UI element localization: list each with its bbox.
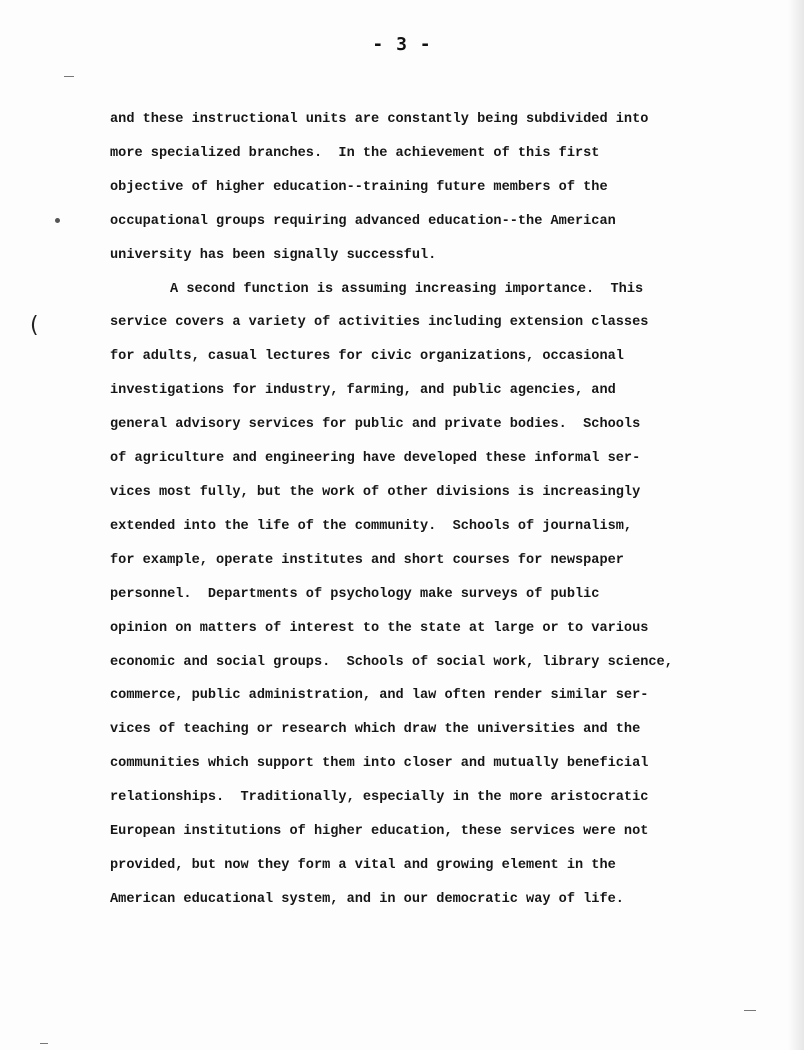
text-line: vices of teaching or research which draw the universities and the bbox=[110, 722, 641, 738]
text-line: for adults, casual lectures for civic organizations, occasional bbox=[110, 349, 624, 365]
scan-speck bbox=[744, 1010, 756, 1011]
text-line: for example, operate institutes and short courses for newspaper bbox=[110, 552, 624, 568]
body-text bbox=[110, 103, 695, 917]
paragraph-first-line: A second function is assuming increasing importance. This bbox=[170, 281, 644, 297]
text-line: economic and social groups. Schools of social work, library science, bbox=[110, 654, 673, 670]
scan-speck bbox=[55, 218, 60, 223]
text-line: investigations for industry, farming, and public agencies, and bbox=[110, 383, 616, 399]
text-line: occupational groups requiring advanced education--the American bbox=[110, 213, 616, 229]
text-line: general advisory services for public and private bodies. Schools bbox=[110, 417, 641, 433]
text-line: provided, but now they form a vital and growing element in the bbox=[110, 857, 616, 873]
text-line: commerce, public administration, and law often render similar ser- bbox=[110, 688, 649, 704]
text-line: communities which support them into closer and mutually beneficial bbox=[110, 756, 649, 772]
scan-mark: ( bbox=[30, 313, 39, 338]
text-line: vices most fully, but the work of other divisions is increasingly bbox=[110, 484, 641, 500]
text-line: of agriculture and engineering have developed these informal ser- bbox=[110, 451, 641, 467]
text-line: and these instructional units are constantly being subdivided into bbox=[110, 112, 649, 127]
text-line: more specialized branches. In the achievement of this first bbox=[110, 145, 600, 161]
text-line: extended into the life of the community. Schools of journalism, bbox=[110, 518, 633, 534]
text-line: European institutions of higher education, these services were not bbox=[110, 824, 649, 840]
scan-speck bbox=[64, 76, 74, 77]
text-line: service covers a variety of activities including extension classes bbox=[110, 315, 649, 331]
text-line: opinion on matters of interest to the state at large or to various bbox=[110, 620, 649, 636]
scan-speck bbox=[40, 1043, 48, 1044]
text-line: personnel. Departments of psychology make surveys of public bbox=[110, 586, 600, 602]
page-number: - 3 - bbox=[372, 34, 432, 55]
text-line: university has been signally successful. bbox=[110, 247, 437, 263]
text-line: objective of higher education--training future members of the bbox=[110, 179, 608, 195]
scan-edge-shadow bbox=[788, 0, 804, 1050]
text-line: American educational system, and in our democratic way of life. bbox=[110, 891, 624, 907]
text-line: relationships. Traditionally, especially in the more aristocratic bbox=[110, 790, 649, 806]
